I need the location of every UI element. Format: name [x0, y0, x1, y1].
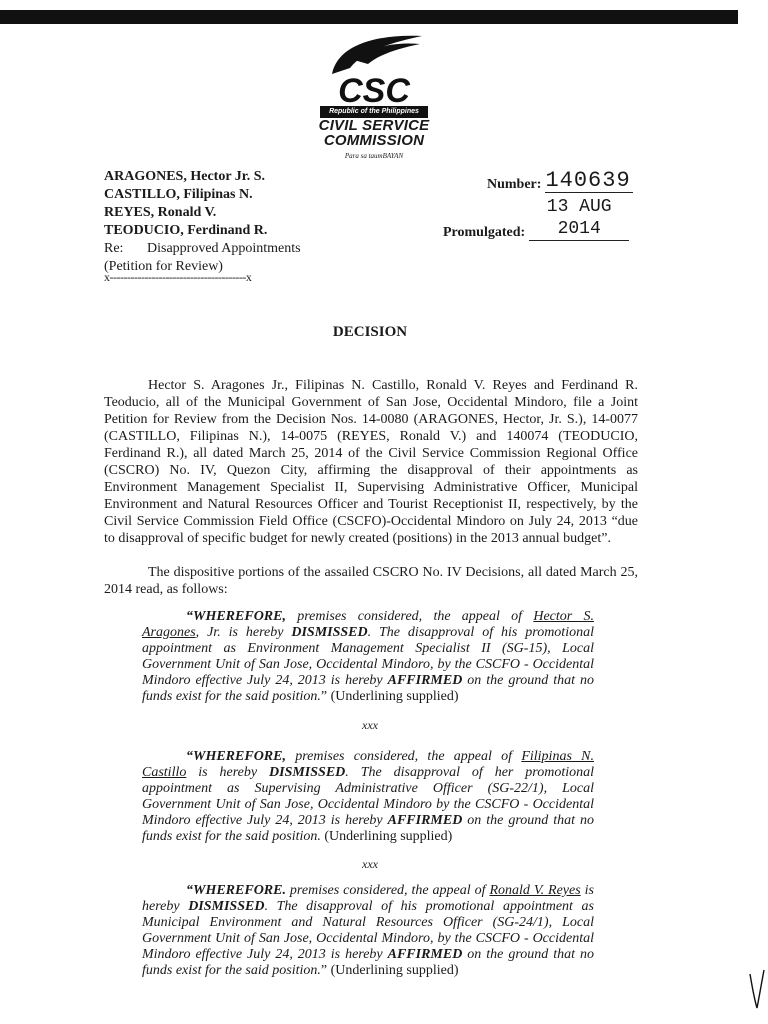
- handwritten-initials: [748, 968, 766, 1012]
- ruling-affirmed: AFFIRMED: [387, 947, 463, 962]
- re-subject: Disapproved Appointments: [147, 241, 301, 256]
- ruling-affirmed: AFFIRMED: [387, 673, 463, 688]
- party-name: TEODUCIO, Ferdinand R.: [104, 223, 268, 238]
- quote-open: “WHEREFORE.: [186, 883, 286, 898]
- case-parties: [104, 168, 301, 276]
- quoted-disposition-1: [142, 609, 594, 705]
- quote-text: is hereby: [142, 883, 594, 914]
- quote-open: “WHEREFORE,: [186, 749, 286, 764]
- agency-motto: Para sa taumBAYAN: [344, 152, 404, 160]
- agency-name-line1: CIVIL SERVICE: [318, 117, 430, 134]
- quote-text: ground that no funds exist for the said position.: [142, 947, 594, 978]
- body-paragraph-2: The dispositive portions of the assailed CSCRO No. IV Decisions, all dated March 25, 2014 read, as follows:: [104, 565, 638, 597]
- quote-note: ” (Underlining supplied): [320, 963, 459, 978]
- re-line: [104, 240, 301, 258]
- quote-text: on the: [462, 947, 509, 962]
- scan-edge-bar: [0, 10, 738, 24]
- quote-text: premises considered, the appeal of: [285, 883, 490, 898]
- promulgated-row: [443, 196, 629, 241]
- promulgated-date-stamp: 13 AUG 2014: [529, 196, 629, 241]
- quote-text: . The disapproval of his promotional appointment as Environment Management Specialist II (SG-15), Local Government Unit of San Jose, Occidental Mindoro, by the CSCFO - Occidental Mindoro effective July 24, 2013 is hereby: [142, 625, 594, 688]
- appellant-name: Ronald V. Reyes: [489, 883, 581, 898]
- decision-number-stamp: 140639: [545, 170, 633, 193]
- quote-text: premises considered, the appeal of: [285, 749, 522, 764]
- quote-open: “WHEREFORE,: [186, 609, 286, 624]
- logo-banner: Republic of the Philippines: [320, 106, 428, 118]
- quote-text: . The disapproval of his promotional appointment as Municipal Environment and Natural Resources Officer (SG-24/1), Local Government Unit of San Jose, Occidental Mindoro, by the CSCFO - Occidental Mindoro effective July 24, 2013 is hereby: [142, 899, 594, 962]
- quote-text: on the: [462, 813, 509, 828]
- quote-text: ground that no funds exist for the said position.: [142, 673, 594, 704]
- ruling-dismissed: DISMISSED: [269, 765, 346, 780]
- quote-note: ” (Underlining supplied): [320, 689, 459, 704]
- quote-text: premises considered, the appeal of: [285, 609, 534, 624]
- quoted-disposition-3: [142, 883, 594, 979]
- quote-text: , Jr. is hereby: [195, 625, 292, 640]
- quote-text: ground that no funds exist for the said position.: [142, 813, 594, 844]
- csc-logo: [318, 30, 430, 160]
- ruling-affirmed: AFFIRMED: [387, 813, 463, 828]
- appellant-name: Filipinas N. Castillo: [142, 749, 594, 780]
- omission-marker: xxx: [362, 857, 378, 871]
- appellant-name: Hector S. Aragones: [142, 609, 594, 640]
- caption-separator: x---------------------------------------x: [104, 270, 252, 284]
- quote-text: . The disapproval of her promotional appointment as Supervising Administrative Officer (SG-22/1), Local Government Unit of San Jose, Occidental Mindoro by the CSCFO - Occidental Mindoro effective July 24, 2013 is hereby: [142, 765, 594, 828]
- quoted-disposition-2: [142, 749, 594, 845]
- re-subject-detail: (Petition for Review): [104, 259, 223, 274]
- party-name: CASTILLO, Filipinas N.: [104, 187, 253, 202]
- logo-text: CSC: [338, 72, 410, 106]
- party-name: REYES, Ronald V.: [104, 205, 217, 220]
- quote-text: on the: [462, 673, 509, 688]
- scan-top-margin: [0, 0, 768, 8]
- decision-number-row: [487, 170, 633, 193]
- quote-note: (Underlining supplied): [320, 829, 453, 844]
- csc-emblem-icon: [324, 30, 424, 106]
- body-paragraph-1: Hector S. Aragones Jr., Filipinas N. Castillo, Ronald V. Reyes and Ferdinand R. Teoducio, all of the Municipal Government of San Jose, Occidental Mindoro, file a Joint Petition for Review from the Decision Nos. 14-0080 (ARAGONES, Hector, Jr. S.), 14-0077 (CASTILLO, Filipinas N.), 14-0075 (REYES, Ronald V.) and 140074 (TEODUCIO, Ferdinand R.), all dated March 25, 2014 of the Civil Service Commission Regional Office (CSCRO) No. IV, Quezon City, affirming the disapproval of their appointments as Environment Management Specialist II, Supervising Administrative Officer, Municipal Environment and Natural Resources Officer and Tourist Receptionist II, respectively, by the Civil Service Commission Field Office (CSCFO)-Occidental Mindoro on July 24, 2013 “due to disapproval of specific budget for newly created (positions) in the 2013 annual budget”.: [104, 378, 638, 546]
- document-title: DECISION: [332, 324, 408, 340]
- ruling-dismissed: DISMISSED: [188, 899, 265, 914]
- party-name: ARAGONES, Hector Jr. S.: [104, 169, 265, 184]
- ruling-dismissed: DISMISSED: [291, 625, 368, 640]
- omission-marker: xxx: [362, 718, 378, 732]
- number-label: Number:: [487, 177, 542, 192]
- promulgated-label: Promulgated:: [443, 225, 526, 240]
- quote-text: is hereby: [186, 765, 270, 780]
- re-label: Re:: [104, 241, 124, 256]
- agency-name-line2: COMMISSION: [323, 132, 425, 149]
